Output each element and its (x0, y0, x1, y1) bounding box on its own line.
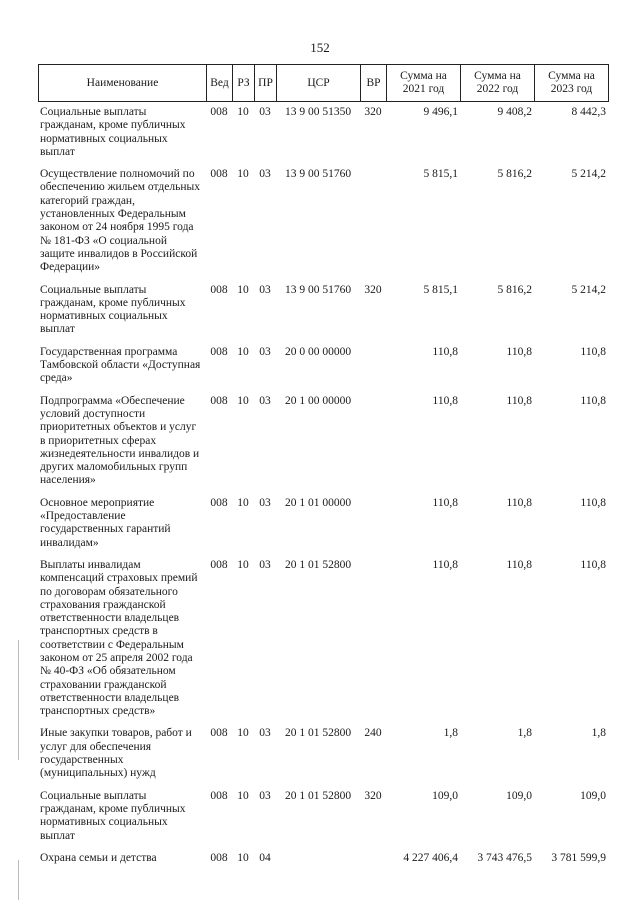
header-pr: ПР (255, 65, 277, 102)
table-row (38, 497, 608, 559)
row-sum-2022: 110,8 (506, 496, 532, 509)
row-sum-2022: 5 816,2 (497, 168, 532, 181)
row-ved: 008 (210, 345, 228, 358)
row-vr (360, 559, 386, 728)
row-sum-2023: 109,0 (580, 789, 606, 802)
row-ved: 008 (210, 558, 228, 571)
row-vr (360, 395, 386, 497)
row-csr: 20 1 00 00000 (284, 394, 352, 407)
row-sum-2021: 110,8 (432, 345, 458, 358)
row-sum-2022: 110,8 (506, 394, 532, 407)
row-sum-2023: 3 781 599,9 (551, 851, 606, 864)
row-name: Осуществление полномочий по обеспечению жильем отдельных категорий граждан, установленных Федеральным законом от 24 ноября 1995 года № 181-ФЗ «О социальной защите инвалидов в Российской Федерации» (40, 168, 200, 274)
row-vr: 320 (364, 789, 382, 802)
row-csr: 13 9 00 51760 (284, 283, 352, 296)
row-rz: 10 (237, 727, 249, 740)
row-pr: 03 (259, 283, 271, 296)
row-vr (360, 497, 386, 559)
table-row (38, 346, 608, 395)
row-sum-2023: 110,8 (580, 345, 606, 358)
row-csr (276, 852, 360, 874)
row-rz: 10 (237, 394, 249, 407)
table-row (38, 284, 608, 346)
row-sum-2023: 5 214,2 (571, 283, 606, 296)
row-pr: 03 (259, 106, 271, 118)
table-row (38, 395, 608, 497)
scan-edge-mark (18, 860, 19, 900)
row-name: Выплаты инвалидам компенсаций страховых премий по договорам обязательного страхования гражданской ответственности владельцев транспортных средств в соответствии с Федеральным законом от 25 апреля 2002 года № 40-ФЗ «Об обязательном страховании гражданской ответственности владельцев транспортных средств» (40, 558, 198, 718)
row-csr: 20 1 01 00000 (284, 496, 352, 509)
row-sum-2021: 1,8 (443, 727, 458, 740)
row-sum-2022: 3 743 476,5 (477, 851, 532, 864)
row-vr: 240 (364, 727, 382, 740)
row-sum-2021: 110,8 (432, 394, 458, 407)
header-rz: РЗ (233, 65, 255, 102)
row-csr: 20 1 01 52800 (284, 727, 352, 740)
header-vr: ВР (361, 65, 387, 102)
row-rz: 10 (237, 283, 249, 296)
row-rz: 10 (237, 851, 249, 864)
row-rz: 10 (237, 106, 249, 118)
row-rz: 10 (237, 558, 249, 571)
row-ved: 008 (210, 727, 228, 740)
row-pr: 03 (259, 168, 271, 181)
row-ved: 008 (210, 283, 228, 296)
row-sum-2023: 110,8 (580, 394, 606, 407)
table-row (38, 168, 608, 283)
row-sum-2021: 109,0 (432, 789, 458, 802)
row-sum-2021: 5 815,1 (423, 168, 458, 181)
row-pr: 04 (259, 851, 271, 864)
row-name: Социальные выплаты гражданам, кроме публичных нормативных социальных выплат (40, 283, 186, 336)
row-name: Основное мероприятие «Предоставление государственных гарантий инвалидам» (40, 496, 171, 549)
page-number: 152 (310, 40, 330, 55)
row-pr: 03 (259, 394, 271, 407)
header-sum-2022: Сумма на 2022 год (461, 65, 535, 102)
row-rz: 10 (237, 496, 249, 509)
table-row (38, 852, 608, 874)
row-sum-2022: 1,8 (517, 727, 532, 740)
row-pr: 03 (259, 558, 271, 571)
table-header (38, 64, 609, 102)
row-rz: 10 (237, 789, 249, 802)
row-ved: 008 (210, 394, 228, 407)
row-pr: 03 (259, 727, 271, 740)
row-sum-2021: 9 496,1 (423, 106, 458, 118)
row-ved: 008 (210, 106, 228, 118)
row-csr: 20 1 01 52800 (284, 789, 352, 802)
scan-edge-mark (18, 640, 19, 760)
row-sum-2023: 8 442,3 (571, 106, 606, 118)
row-pr: 03 (259, 496, 271, 509)
header-sum-2021: Сумма на 2021 год (387, 65, 461, 102)
row-name: Подпрограмма «Обеспечение условий доступности приоритетных объектов и услуг в приоритетных сферах жизнедеятельности инвалидов и других маломобильных групп населения» (40, 394, 200, 487)
table-row (38, 106, 608, 168)
row-sum-2021: 110,8 (432, 558, 458, 571)
row-ved: 008 (210, 789, 228, 802)
row-pr: 03 (259, 789, 271, 802)
table-row (38, 727, 608, 789)
row-name: Охрана семьи и детства (40, 851, 157, 864)
budget-table (38, 106, 608, 874)
row-rz: 10 (237, 168, 249, 181)
row-name: Социальные выплаты гражданам, кроме публичных нормативных социальных выплат (40, 106, 186, 158)
row-vr (360, 168, 386, 283)
row-sum-2022: 9 408,2 (497, 106, 532, 118)
row-csr: 20 1 01 52800 (284, 558, 352, 571)
row-pr: 03 (259, 345, 271, 358)
table-row (38, 559, 608, 728)
row-sum-2023: 5 214,2 (571, 168, 606, 181)
row-sum-2023: 1,8 (591, 727, 606, 740)
row-sum-2022: 109,0 (506, 789, 532, 802)
row-sum-2023: 110,8 (580, 558, 606, 571)
row-sum-2022: 110,8 (506, 345, 532, 358)
row-vr: 320 (364, 283, 382, 296)
row-sum-2021: 5 815,1 (423, 283, 458, 296)
row-sum-2022: 110,8 (506, 558, 532, 571)
row-ved: 008 (210, 851, 228, 864)
row-sum-2021: 110,8 (432, 496, 458, 509)
header-csr: ЦСР (277, 65, 361, 102)
row-ved: 008 (210, 496, 228, 509)
row-vr (360, 346, 386, 395)
header-name: Наименование (39, 65, 207, 102)
row-name: Государственная программа Тамбовской области «Доступная среда» (40, 345, 201, 385)
row-sum-2021: 4 227 406,4 (403, 851, 458, 864)
row-csr: 13 9 00 51350 (284, 106, 352, 118)
row-ved: 008 (210, 168, 228, 181)
row-vr (360, 852, 386, 874)
row-rz: 10 (237, 345, 249, 358)
header-sum-2023: Сумма на 2023 год (535, 65, 609, 102)
row-sum-2022: 5 816,2 (497, 283, 532, 296)
row-name: Иные закупки товаров, работ и услуг для обеспечения государственных (муниципальных) нужд (40, 727, 192, 780)
row-csr: 13 9 00 51760 (284, 168, 352, 181)
header-ved: Вед (207, 65, 233, 102)
row-sum-2023: 110,8 (580, 496, 606, 509)
table-row (38, 790, 608, 852)
row-name: Социальные выплаты гражданам, кроме публичных нормативных социальных выплат (40, 789, 186, 842)
row-vr: 320 (364, 106, 382, 118)
row-csr: 20 0 00 00000 (284, 345, 352, 358)
